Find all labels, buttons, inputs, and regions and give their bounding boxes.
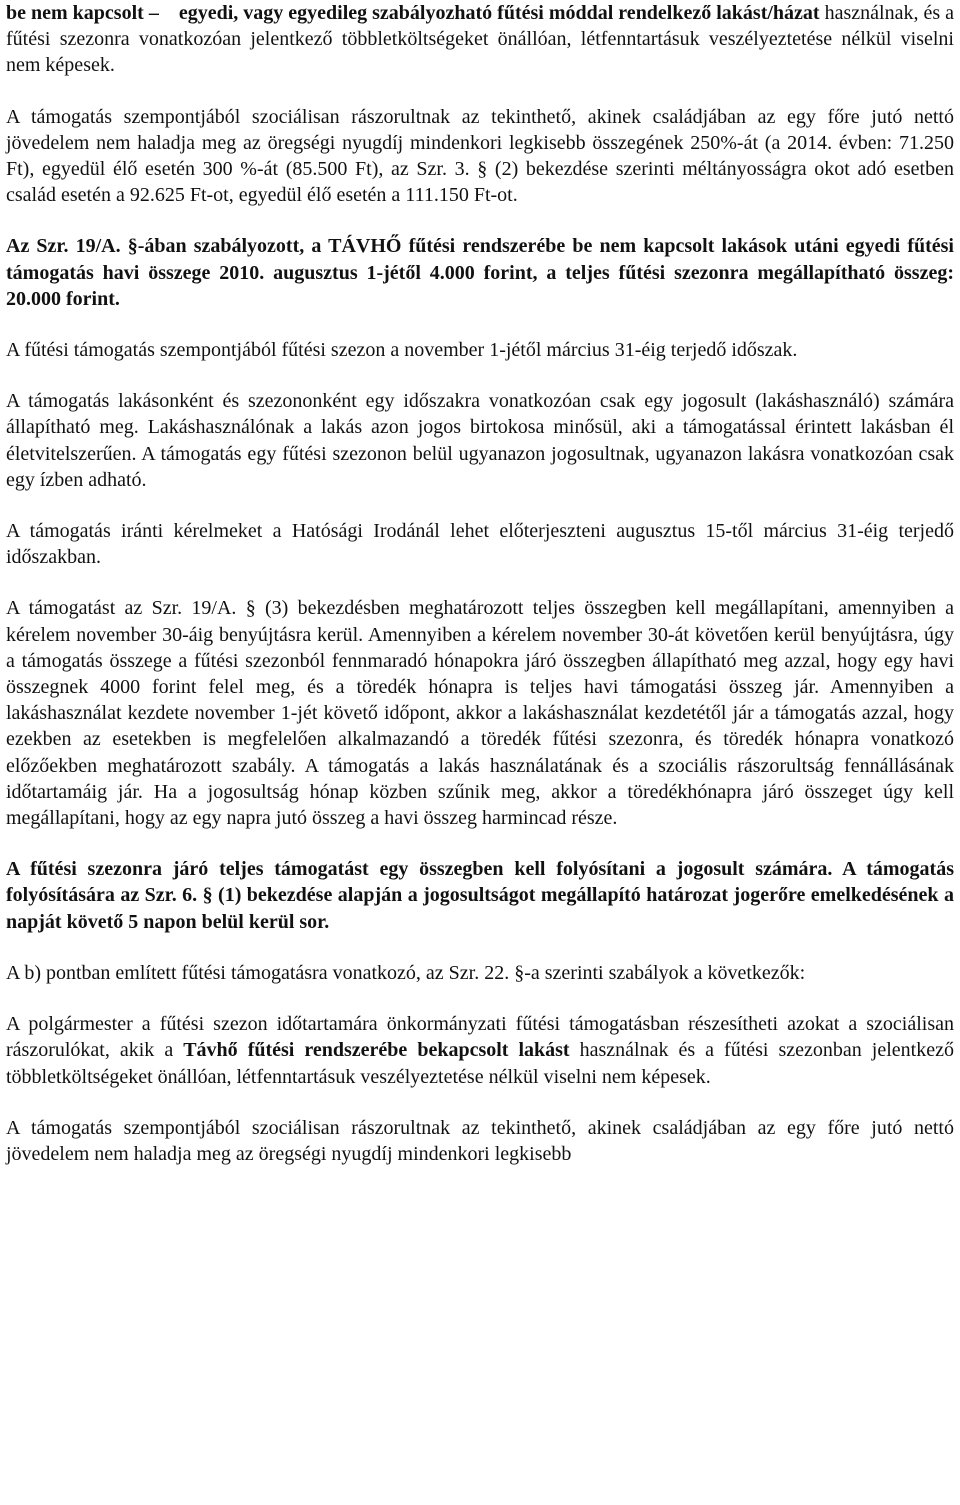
document-page [6,0,954,1192]
paragraph-text-start: A polgármester a fűtési szezon időtartamára önkormányzati fűtési támogatásban részesítheti azokat a szociálisan rászorulókat, akik a [6,1013,954,1062]
paragraph-application-period: A támogatás iránti kérelmeket a Hatósági Irodánál lehet előterjeszteni augusztus 15-től március 31-éig terjedő időszakban. [6,520,954,569]
paragraph-social-need: A támogatás szempontjából szociálisan rászorultnak az tekinthető, akinek családjában az egy főre jutó nettó jövedelem nem haladja meg az öregségi nyugdíj mindenkori legkisebb összegének 250%-át (a 2014. évben: 71.250 Ft), egyedül élő esetén 300 %-át (85.500 Ft), az Szr. 3. § (2) bekezdése szerinti méltányosságra okot adó esetben család esetén a 92.625 Ft-ot, egyedül élő esetén a 111.150 Ft-ot. [6,105,954,207]
paragraph-support-amount: Az Szr. 19/A. §-ában szabályozott, a TÁVHŐ fűtési rendszerébe be nem kapcsolt lakások utáni egyedi fűtési támogatás havi összege 2010. augusztus 1-jétől 4.000 forint, a teljes fűtési szezonra megállapítható összeg: 20.000 forint. [6,235,954,310]
paragraph-heating-season: A fűtési támogatás szempontjából fűtési szezon a november 1-jétől március 31-éig terjedő időszak. [6,339,798,362]
paragraph-text-end: használnak és a fűtési szezonban jelentkező többletköltségeket önállóan, létfenntartásuk veszélyeztetése nélkül viselni nem képesek. [6,1039,954,1088]
paragraph-social-need-repeat: A támogatás szempontjából szociálisan rászorultnak az tekinthető, akinek családjában az egy főre jutó nettó jövedelem nem haladja meg az öregségi nyugdíj mindenkori legkisebb [6,1116,954,1165]
paragraph-per-apartment: A támogatás lakásonként és szezononként egy időszakra vonatkozóan csak egy jogosult (lakáshasználó) számára állapítható meg. Lakáshasználónak a lakás azon jogos birtokosa minősül, aki a támogatással érintett lakásban él életvitelszerűen. A támogatás egy fűtési szezonon belül ugyanazon jogosultnak, ugyanazon lakásra vonatkozóan csak egy ízben adható. [6,390,954,491]
bold-phrase-not-connected: be nem kapcsolt [6,2,144,24]
paragraph-eligibility-intro [6,0,954,79]
bold-phrase-district-heating: Távhő fűtési rendszerébe bekapcsolt lakást [183,1039,570,1062]
paragraph-text-continuation: használnak, és a fűtési szezonra vonatkozóan jelentkező többletköltségeket önállóan, létfenntartásuk veszélyeztetése nélkül viselni nem képesek. [6,2,955,77]
paragraph-point-b-intro: A b) pontban említett fűtési támogatásra vonatkozó, az Szr. 22. §-a szerinti szabályok a következők: [6,961,806,984]
paragraph-amount-calculation: A támogatást az Szr. 19/A. § (3) bekezdésben meghatározott teljes összegben kell megállapítani, amennyiben a kérelem november 30-áig benyújtásra kerül. Amennyiben a kérelem november 30-át követően kerül benyújtásra, úgy a támogatás összege a fűtési szezonból fennmaradó hónapokra járó összegben állapítható meg azzal, hogy egy havi összegnek 4000 forint felel meg, és a töredék hónapra is teljes havi támogatási összeg jár. Amennyiben a lakáshasználat kezdete november 1-jét követő időpont, akkor a lakáshasználat kezdetétől jár a támogatás azzal, hogy ezekben az esetekben is megfelelően alkalmazandó a töredék fűtési szezonra, és töredék hónapra vonatkozó előzőekben meghatározott szabály. A támogatás a lakás használatának és a szociális rászorultság fennállásának időtartamáig jár. Ha a jogosultság hónap közben szűnik meg, akkor a töredékhónapra járó összeget úgy kell megállapítani, hogy az egy napra jutó összeg a havi összeg harmincad része. [6,597,954,830]
bold-dash: – [148,2,159,24]
paragraph-payment: A fűtési szezonra járó teljes támogatást egy összegben kell folyósítani a jogosult számára. A támogatás folyósítására az Szr. 6. § (1) bekezdése alapján a jogosultságot megállapító határozat jogerőre emelkedésének a napját követő 5 napon belül kerül sor. [6,858,954,933]
bold-phrase-individual-heating: egyedi, vagy egyedileg szabályozható fűtési móddal rendelkező lakást/házat [178,2,820,24]
paragraph-district-heating [6,1011,954,1090]
